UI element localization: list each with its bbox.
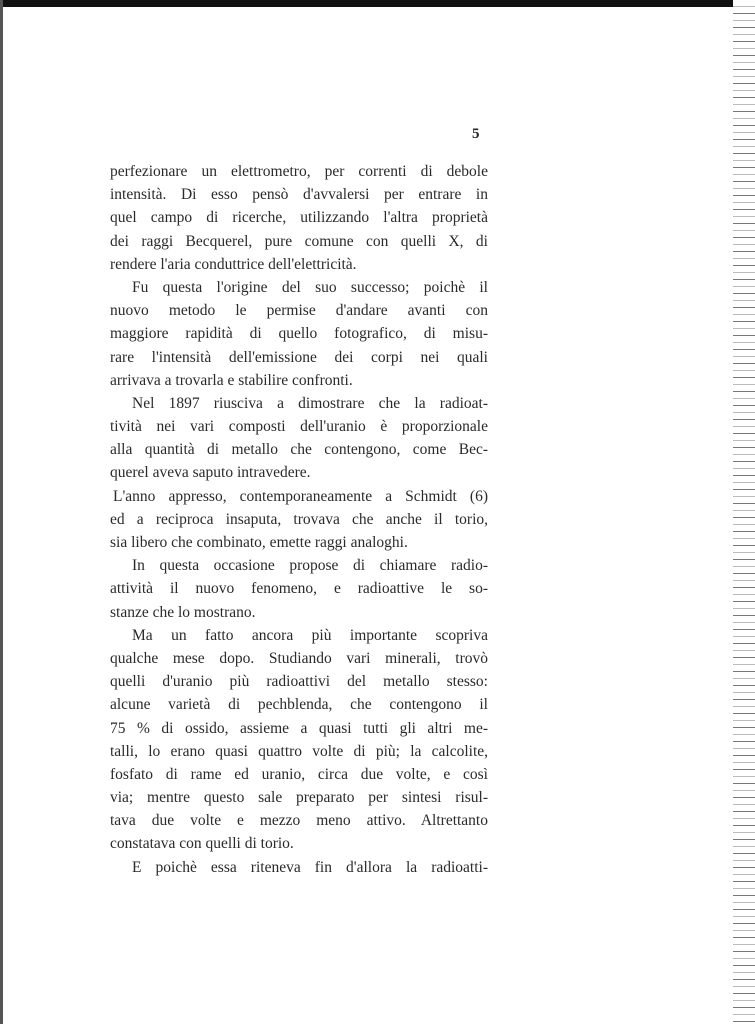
scan-right-edge bbox=[733, 0, 755, 1024]
text-line: fosfato di rame ed uranio, circa due volte, e così bbox=[110, 765, 488, 783]
text-line: qualche mese dopo. Studiando vari minerali, trovò bbox=[110, 649, 488, 667]
scan-left-edge bbox=[0, 0, 3, 1024]
text-line: nuovo metodo le permise d'andare avanti con bbox=[110, 302, 488, 320]
text-line: alcune varietà di pechblenda, che contengono il bbox=[110, 696, 488, 714]
text-line: alla quantità di metallo che contengono, come Bec- bbox=[110, 441, 488, 459]
text-line: L'anno appresso, contemporaneamente a Schmidt (6) bbox=[113, 487, 488, 505]
text-line: dei raggi Becquerel, pure comune con quelli X, di bbox=[110, 232, 488, 250]
scan-top-border bbox=[0, 0, 755, 7]
text-line: Ma un fatto ancora più importante scopriva bbox=[132, 626, 488, 644]
text-line: constatava con quelli di torio. bbox=[110, 835, 294, 853]
text-line: Nel 1897 riusciva a dimostrare che la radioat- bbox=[132, 394, 488, 412]
text-line: maggiore rapidità di quello fotografico, di misu- bbox=[110, 325, 488, 343]
text-line: quel campo di ricerche, utilizzando l'altra proprietà bbox=[110, 209, 488, 227]
body-text bbox=[110, 160, 488, 879]
text-line: tava due volte e mezzo meno attivo. Altrettanto bbox=[110, 812, 488, 830]
text-line: via; mentre questo sale preparato per sintesi risul- bbox=[110, 789, 488, 807]
page-number: 5 bbox=[472, 126, 480, 142]
text-line: E poichè essa riteneva fin d'allora la radioatti- bbox=[132, 858, 488, 876]
text-line: querel aveva saputo intravedere. bbox=[110, 464, 311, 482]
text-line: rare l'intensità dell'emissione dei corpi nei quali bbox=[110, 348, 488, 366]
text-line: attività il nuovo fenomeno, e radioattive le so- bbox=[110, 580, 488, 598]
text-line: sia libero che combinato, emette raggi analoghi. bbox=[110, 534, 408, 551]
text-line: stanze che lo mostrano. bbox=[110, 603, 256, 621]
text-line: In questa occasione propose di chiamare radio- bbox=[132, 557, 488, 575]
text-line: talli, lo erano quasi quattro volte di più; la calcolite, bbox=[110, 742, 488, 760]
text-line: quelli d'uranio più radioattivi del metallo stesso: bbox=[110, 673, 488, 691]
text-line: ed a reciproca insaputa, trovava che anche il torio, bbox=[110, 510, 488, 528]
text-line: perfezionare un elettrometro, per correnti di debole bbox=[110, 163, 488, 180]
text-line: rendere l'aria conduttrice dell'elettricità. bbox=[110, 255, 357, 273]
text-line: Fu questa l'origine del suo successo; poichè il bbox=[132, 278, 488, 296]
text-line: arrivava a trovarla e stabilire confronti. bbox=[110, 371, 353, 389]
text-line: 75 % di ossido, assieme a quasi tutti gli altri me- bbox=[110, 719, 488, 737]
text-line: tività nei vari composti dell'uranio è proporzionale bbox=[110, 418, 488, 436]
text-line: intensità. Di esso pensò d'avvalersi per entrare in bbox=[110, 186, 488, 204]
